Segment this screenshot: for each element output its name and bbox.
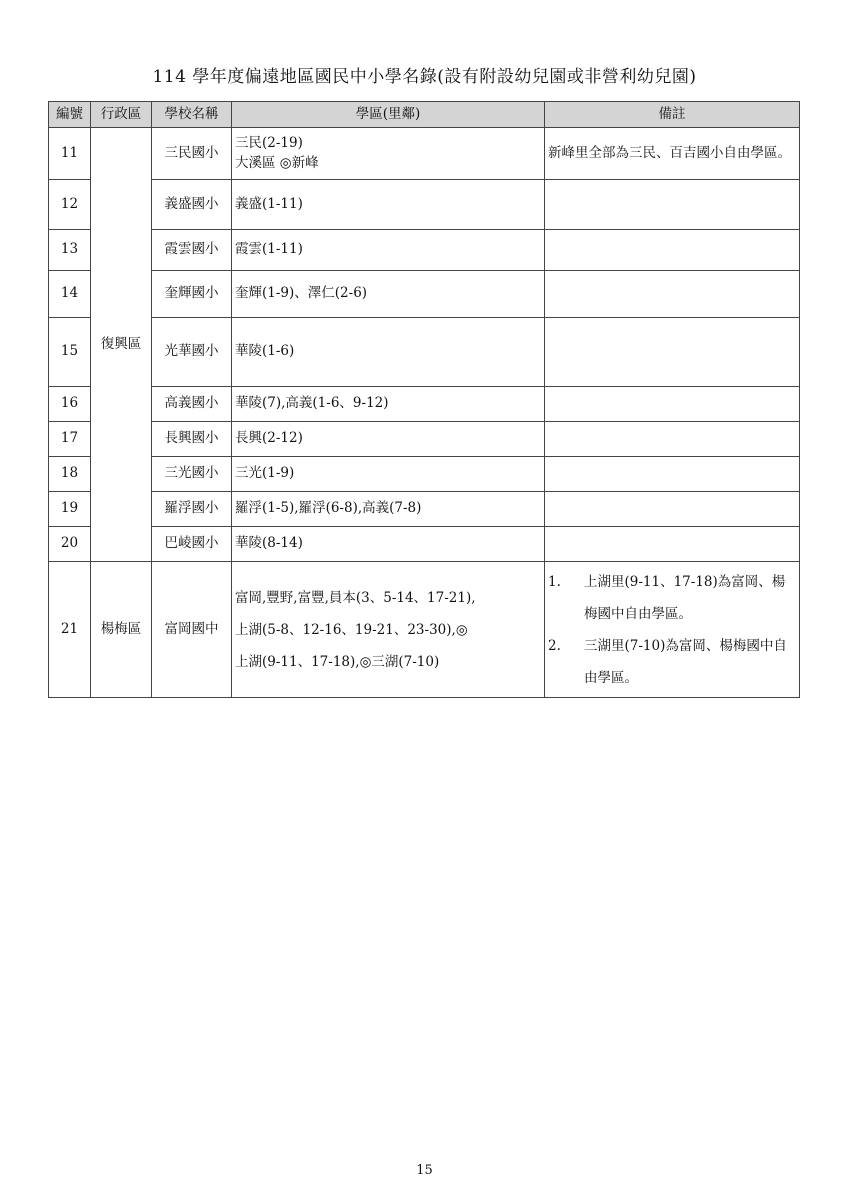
table-row [49, 422, 800, 457]
row-number: 13 [49, 230, 91, 271]
header-school: 學校名稱 [152, 102, 232, 128]
note-cell [545, 180, 800, 230]
zone-cell: 霞雲(1-11) [232, 230, 545, 271]
row-number: 17 [49, 422, 91, 457]
table-row [49, 527, 800, 562]
school-name: 高義國小 [152, 387, 232, 422]
row-number: 12 [49, 180, 91, 230]
school-roster-table [48, 101, 800, 698]
zone-line: 富岡,豐野,富豐,員本(3、5-14、17-21), [235, 589, 476, 606]
note-number: 1. [548, 573, 561, 590]
note-list [548, 566, 796, 694]
zone-cell: 義盛(1-11) [232, 180, 545, 230]
note-number: 2. [548, 637, 561, 654]
school-name: 光華國小 [152, 318, 232, 387]
school-name: 三光國小 [152, 457, 232, 492]
table-row [49, 562, 800, 698]
row-number: 20 [49, 527, 91, 562]
table-row [49, 318, 800, 387]
note-text: 上湖里(9-11、17-18)為富岡、楊梅國中自由學區。 [584, 573, 786, 622]
note-cell [545, 422, 800, 457]
zone-line: 大溪區 ◎新峰 [235, 154, 319, 171]
school-name: 富岡國中 [152, 562, 232, 698]
note-cell [545, 271, 800, 318]
school-name: 羅浮國小 [152, 492, 232, 527]
header-no: 編號 [49, 102, 91, 128]
zone-cell: 華陵(8-14) [232, 527, 545, 562]
note-item [548, 566, 796, 630]
note-cell [545, 562, 800, 698]
note-item [548, 630, 796, 694]
table-row [49, 128, 800, 180]
zone-line: 上湖(5-8、12-16、19-21、23-30),◎ [235, 621, 468, 638]
row-number: 11 [49, 128, 91, 180]
row-number: 19 [49, 492, 91, 527]
row-number: 16 [49, 387, 91, 422]
zone-line: 三民(2-19) [235, 134, 303, 151]
header-zone: 學區(里鄰) [232, 102, 545, 128]
school-name: 霞雲國小 [152, 230, 232, 271]
zone-cell [232, 562, 545, 698]
table-row [49, 230, 800, 271]
note-cell [545, 318, 800, 387]
school-name: 長興國小 [152, 422, 232, 457]
zone-cell: 羅浮(1-5),羅浮(6-8),高義(7-8) [232, 492, 545, 527]
school-name: 義盛國小 [152, 180, 232, 230]
note-cell: 新峰里全部為三民、百吉國小自由學區。 [545, 128, 800, 180]
page-number: 15 [416, 1163, 433, 1178]
zone-cell: 三光(1-9) [232, 457, 545, 492]
zone-cell [232, 128, 545, 180]
page-title: 114 學年度偏遠地區國民中小學名錄(設有附設幼兒園或非營利幼兒園) [152, 67, 697, 87]
zone-cell: 奎輝(1-9)、澤仁(2-6) [232, 271, 545, 318]
header-note: 備註 [545, 102, 800, 128]
note-cell [545, 230, 800, 271]
table-row [49, 271, 800, 318]
row-number: 14 [49, 271, 91, 318]
district-cell-fuxing: 復興區 [91, 128, 152, 562]
table-row [49, 180, 800, 230]
note-cell [545, 527, 800, 562]
zone-cell: 華陵(1-6) [232, 318, 545, 387]
school-name: 巴崚國小 [152, 527, 232, 562]
row-number: 15 [49, 318, 91, 387]
table-row [49, 387, 800, 422]
zone-cell: 長興(2-12) [232, 422, 545, 457]
district-cell-yangmei: 楊梅區 [91, 562, 152, 698]
header-district: 行政區 [91, 102, 152, 128]
note-text: 三湖里(7-10)為富岡、楊梅國中自由學區。 [584, 637, 787, 686]
table-row [49, 492, 800, 527]
school-name: 三民國小 [152, 128, 232, 180]
row-number: 21 [49, 562, 91, 698]
note-cell [545, 457, 800, 492]
table-header-row [49, 102, 800, 128]
zone-line: 上湖(9-11、17-18),◎三湖(7-10) [235, 653, 440, 670]
note-cell [545, 387, 800, 422]
table-row [49, 457, 800, 492]
zone-cell: 華陵(7),高義(1-6、9-12) [232, 387, 545, 422]
note-cell [545, 492, 800, 527]
school-name: 奎輝國小 [152, 271, 232, 318]
row-number: 18 [49, 457, 91, 492]
